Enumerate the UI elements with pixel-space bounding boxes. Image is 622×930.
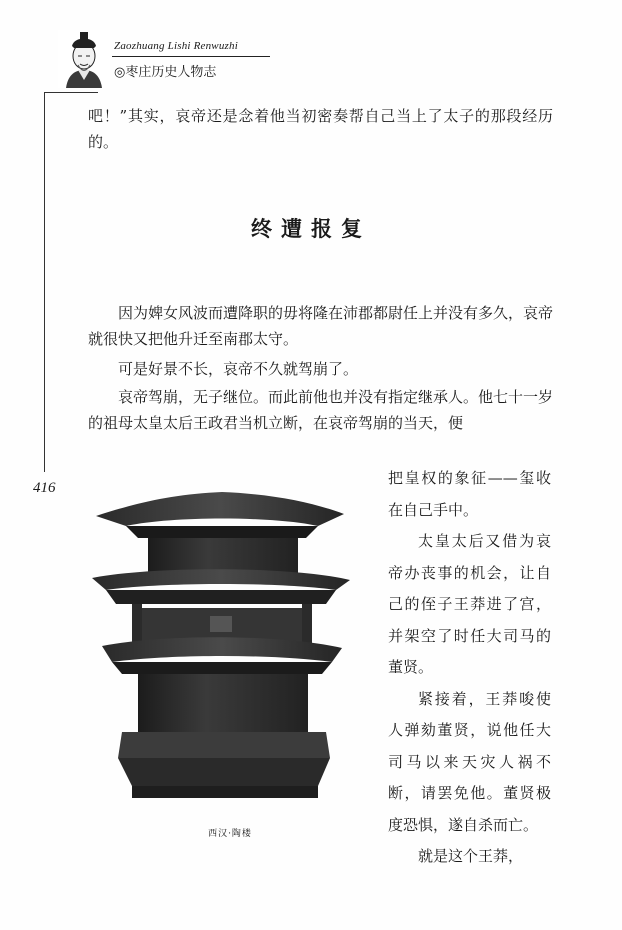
side-text-column [388, 463, 551, 873]
section-heading: 终遭报复 [251, 217, 371, 241]
paragraph-succession: 哀帝驾崩，无子继位。而此前他也并没有指定继承人。他七十一岁的祖母太皇太后王政君当机立断，在哀帝驾崩的当天，便 [88, 388, 554, 432]
paragraph-continuation: 吧！”其实，哀帝还是念着他当初密奏帮自己当上了太子的那段经历的。 [88, 107, 553, 151]
pottery-tower-photo [92, 486, 354, 818]
header-subtitle: ◎枣庄历史人物志 [114, 65, 217, 80]
page-number: 416 [33, 480, 56, 496]
side-paragraph-dongxian: 紧接着，王莽唆使人弹劾董贤，说他任大司马以来天灾人祸不断，请罢免他。董贤极度恐惧，遂自杀而亡。 [388, 689, 551, 834]
paragraph-death: 可是好景不长，哀帝不久就驾崩了。 [118, 360, 359, 378]
side-paragraph-seal: 把皇权的象征——玺收在自己手中。 [388, 469, 551, 519]
paragraph-demotion: 因为婢女风波而遭降职的毋将隆在沛郡都尉任上并没有多久，哀帝就很快又把他升迁至南郡太守。 [88, 304, 554, 348]
scholar-portrait-icon [58, 30, 110, 88]
figure-caption: 西汉·陶楼 [208, 829, 252, 839]
side-paragraph-wangmang-enters: 太皇太后又借为哀帝办丧事的机会，让自己的侄子王莽进了宫，并架空了时任大司马的董贤。 [388, 532, 551, 676]
frame-top-line [44, 92, 98, 93]
header-title-latin: Zaozhuang Lishi Renwuzhi [114, 40, 238, 52]
frame-side-line [44, 92, 45, 472]
header-rule [112, 56, 270, 57]
side-paragraph-wangmang: 就是这个王莽， [418, 847, 524, 865]
